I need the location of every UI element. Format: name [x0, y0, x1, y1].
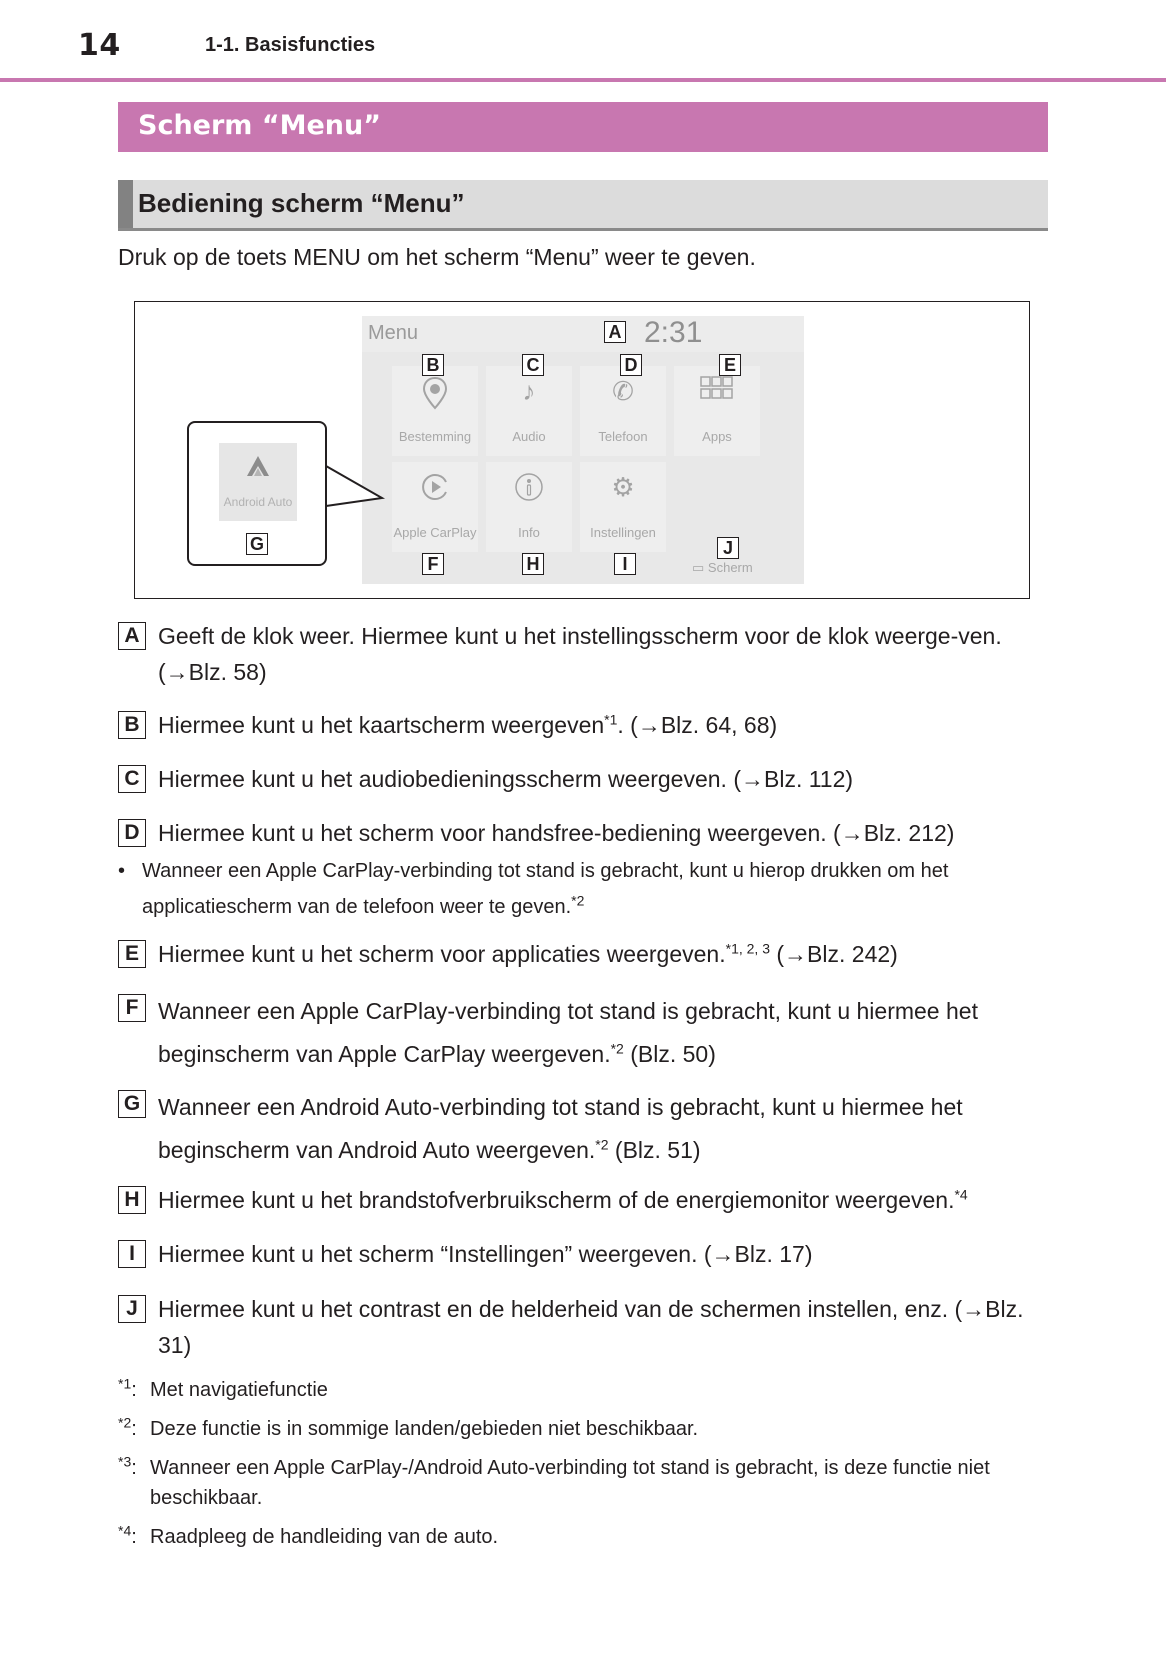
footnote-text: Deze functie is in sommige landen/gebieden niet beschikbaar. [150, 1418, 699, 1440]
badge: B [118, 711, 146, 739]
tag-i: I [614, 553, 636, 575]
tile-bestemming[interactable] [392, 366, 478, 456]
badge: D [118, 819, 146, 847]
subsection-accent [118, 180, 133, 228]
tag-e: E [719, 354, 741, 376]
item-text: Geeft de klok weer. Hiermee kunt u het instellingsscherm voor de klok weerge-ven. (→Blz. 58) [158, 623, 1002, 685]
item-text: Hiermee kunt u het brandstofverbruikscherm of de energiemonitor weergeven. [158, 1187, 955, 1213]
android-auto-icon [219, 455, 297, 483]
carplay-play-icon [392, 472, 478, 509]
item-text: Hiermee kunt u het scherm voor applicaties weergeven. [158, 941, 726, 967]
badge: C [118, 765, 146, 793]
map-pin-icon [392, 376, 478, 417]
screen-title: Menu [368, 322, 419, 344]
item-ref: (Blz. 51) [608, 1137, 701, 1163]
badge: I [118, 1240, 146, 1268]
tag-b: B [422, 354, 444, 376]
item-text: Hiermee kunt u het kaartscherm weergeven [158, 712, 605, 738]
footnote-4: $^{*4}$: Raadpleeg de handleiding van de auto. [118, 1522, 1038, 1552]
item-d-note [118, 853, 1038, 925]
footnote-3: $^{*3}$: Wanneer een Apple CarPlay-/Android Auto-verbinding tot stand is gebracht, is deze functie niet beschikbaar. [118, 1453, 1038, 1513]
chapter-title: 1-1. Basisfuncties [205, 34, 376, 56]
tile-label: Info [518, 525, 540, 540]
item-c [118, 761, 1038, 797]
item-ref: (Blz. 50) [623, 1041, 716, 1067]
item-text: Hiermee kunt u het audiobedieningsscherm weergeven. (→Blz. 112) [158, 766, 854, 792]
item-e [118, 936, 1038, 972]
tile-apple-carplay[interactable] [392, 462, 478, 552]
gear-icon: ⚙ [611, 472, 635, 502]
display-icon: ▭ [692, 560, 705, 575]
tag-d: D [620, 354, 642, 376]
footnote-mark: *2 [118, 1414, 132, 1431]
tag-j: J [717, 537, 739, 559]
item-i [118, 1236, 1038, 1272]
subsection-title: Bediening scherm “Menu” [138, 188, 465, 218]
tag-a: A [604, 321, 626, 343]
item-b [118, 707, 1038, 743]
item-text: Wanneer een Apple CarPlay-verbinding tot stand is gebracht, kunt u hiermee het beginscherm van Apple CarPlay weergeven. [158, 998, 978, 1067]
subsection-title-bar [118, 180, 1048, 231]
badge: H [118, 1186, 146, 1214]
footnote-ref: *2 [595, 1136, 609, 1153]
tile-label: Bestemming [398, 429, 472, 444]
intro-text: Druk op de toets MENU om het scherm “Menu” weer te geven. [118, 244, 756, 270]
tile-label: Apple CarPlay [393, 525, 477, 540]
item-ref: (→Blz. 242) [770, 941, 898, 967]
footnote-1: $^{*1}$: Met navigatiefunctie [118, 1375, 1038, 1405]
phone-icon: ✆ [612, 376, 634, 406]
badge: G [118, 1090, 146, 1118]
tile-telefoon[interactable] [580, 366, 666, 456]
badge: F [118, 994, 146, 1022]
tag-h: H [522, 553, 544, 575]
scherm-label: Scherm [707, 560, 753, 575]
footnote-mark: *4 [118, 1522, 132, 1539]
item-text: Wanneer een Android Auto-verbinding tot stand is gebracht, kunt u hiermee het beginscherm van Android Auto weergeven. [158, 1094, 963, 1163]
tile-android-auto[interactable] [219, 443, 297, 521]
footnote-text: Wanneer een Apple CarPlay-/Android Auto-verbinding tot stand is gebracht, is deze functie niet beschikbaar. [150, 1457, 990, 1509]
tag-g: G [246, 533, 268, 555]
apps-grid-icon [674, 376, 760, 407]
badge: J [118, 1295, 146, 1323]
tile-label: Apps [702, 429, 732, 444]
footnote-ref: *2 [610, 1040, 624, 1057]
item-text: Hiermee kunt u het scherm “Instellingen” weergeven. (→Blz. 17) [158, 1241, 813, 1267]
item-text: Hiermee kunt u het contrast en de helderheid van de schermen instellen, enz. (→Blz. 31) [158, 1296, 1024, 1358]
item-g [118, 1086, 1038, 1172]
section-title: Scherm “Menu” [138, 110, 381, 141]
tile-label: Instellingen [590, 525, 656, 540]
footnote-ref: *1 [604, 711, 618, 728]
badge: E [118, 940, 146, 968]
page-number: 14 [78, 28, 121, 63]
item-ref: . (→Blz. 64, 68) [617, 712, 778, 738]
tile-instellingen[interactable] [580, 462, 666, 552]
item-j [118, 1291, 1038, 1363]
item-f [118, 990, 1038, 1076]
footnote-ref: *2 [571, 892, 585, 909]
footnote-text: Raadpleeg de handleiding van de auto. [150, 1526, 499, 1548]
footnote-text: Met navigatiefunctie [150, 1379, 328, 1401]
callout-pointer [320, 460, 390, 510]
badge: A [118, 622, 146, 650]
scherm-button[interactable] [692, 560, 753, 576]
info-icon [486, 472, 572, 509]
section-title-bar [118, 102, 1048, 152]
tile-apps[interactable] [674, 366, 760, 456]
note-text: Wanneer een Apple CarPlay-verbinding tot stand is gebracht, kunt u hierop drukken om het applicatiescherm van de telefoon weer te geven. [142, 860, 949, 918]
bullet: • [118, 860, 126, 882]
music-note-icon: ♪ [522, 376, 536, 406]
tag-f: F [422, 553, 444, 575]
footnote-2: $^{*2}$: Deze functie is in sommige landen/gebieden niet beschikbaar. [118, 1414, 1038, 1444]
item-d [118, 815, 1038, 851]
item-a [118, 618, 1038, 690]
item-text: Hiermee kunt u het scherm voor handsfree-bediening weergeven. (→Blz. 212) [158, 820, 955, 846]
tile-label: Android Auto [223, 495, 293, 509]
header-divider [0, 78, 1166, 82]
tile-info[interactable] [486, 462, 572, 552]
tile-audio[interactable] [486, 366, 572, 456]
tile-label: Telefoon [598, 429, 648, 444]
footnote-ref: *4 [954, 1186, 968, 1203]
tag-c: C [522, 354, 544, 376]
footnote-mark: *3 [118, 1453, 132, 1470]
clock[interactable]: 2:31 [644, 316, 703, 349]
tile-label: Audio [512, 429, 546, 444]
footnote-mark: *1 [118, 1375, 132, 1392]
footnote-ref: *1, 2, 3 [725, 940, 770, 957]
screen-topbar [362, 316, 804, 352]
item-h [118, 1182, 1038, 1218]
